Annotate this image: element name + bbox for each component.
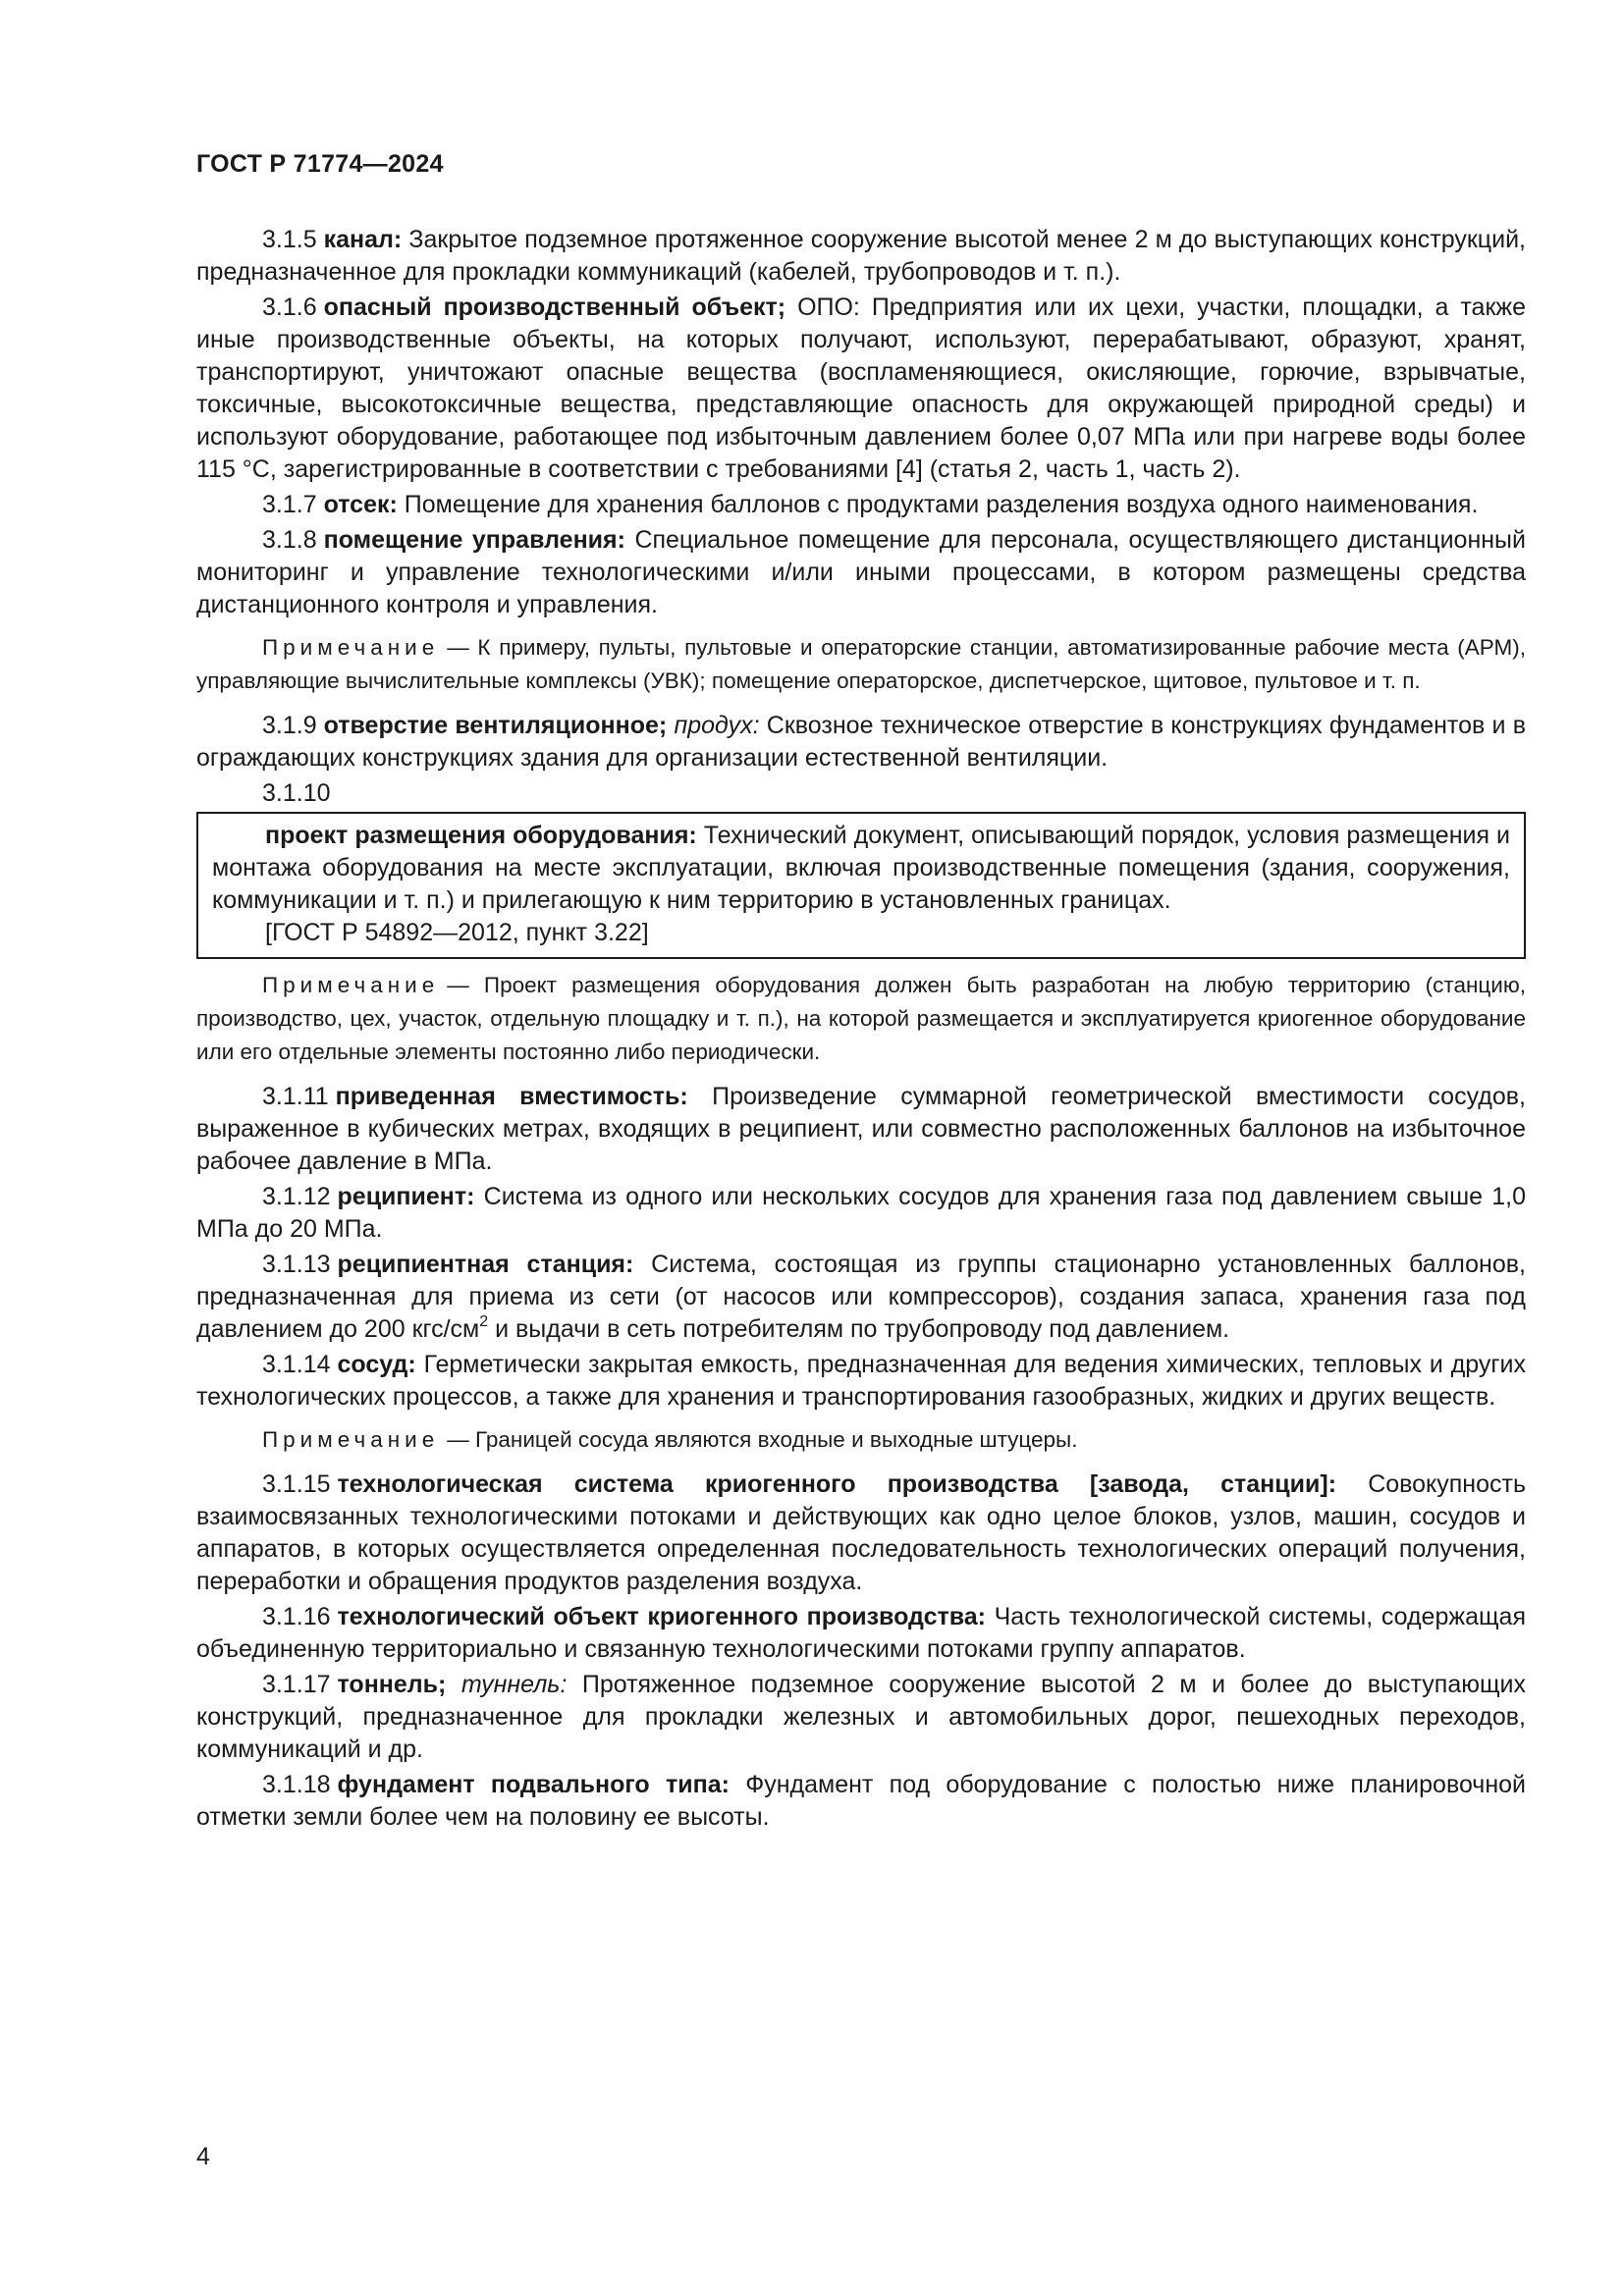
entry-number: 3.1.9 xyxy=(262,712,317,739)
entry-number: 3.1.13 xyxy=(262,1251,331,1278)
entry-definition: Технический документ, описывающий порядок, условия размещения и монтажа оборудования на месте эксплуатации, включая производственные помещения (здания, сооружения, коммуникации и т. п.) и прилегающую к ним территорию в установленных границах. xyxy=(212,822,1510,914)
entry-term: опасный производственный объект; xyxy=(323,294,786,321)
framed-definition-box xyxy=(196,812,1526,959)
entry-3-1-14 xyxy=(196,1349,1526,1414)
entry-definition-part-a: Система, состоящая из группы стационарно установленных баллонов, предназначенная для приема из сети (от насосов или компрессоров), создания запаса, хранения газа под давлением до 200 кгс/см xyxy=(196,1251,1526,1343)
entry-synonym: продух: xyxy=(674,712,760,739)
entry-term: тоннель; xyxy=(337,1671,447,1698)
entry-3-1-13 xyxy=(196,1249,1526,1346)
entry-3-1-8 xyxy=(196,524,1526,621)
entry-3-1-18 xyxy=(196,1769,1526,1834)
entry-term: отсек: xyxy=(323,491,398,518)
entry-3-1-11 xyxy=(196,1081,1526,1178)
entry-number: 3.1.8 xyxy=(262,526,317,554)
note-text: — Проект размещения оборудования должен быть разработан на любую территорию (станцию, производство, цех, участок, отдельную площадку и т. п.), на которой размещается и эксплуатируется криогенное оборудование или его отдельные элементы постоянно либо периодически. xyxy=(196,973,1526,1064)
entry-definition: Система из одного или нескольких сосудов для хранения газа под давлением свыше 1,0 МПа до 20 МПа. xyxy=(196,1183,1526,1243)
note-3-1-14 xyxy=(196,1423,1526,1457)
note-label: Примечание xyxy=(262,1427,440,1452)
entry-number: 3.1.7 xyxy=(262,491,317,518)
entry-definition: Сквозное техническое отверстие в конструкциях фундаментов и в ограждающих конструкциях здания для организации естественной вентиляции. xyxy=(196,712,1526,772)
entry-definition: Протяженное подземное сооружение высотой 2 м и более до выступающих конструкций, предназначенное для прокладки железных и автомобильных дорог, пешеходных переходов, коммуникаций и др. xyxy=(196,1671,1527,1763)
entry-term: реципиент: xyxy=(337,1183,475,1210)
entry-definition-part-b: и выдачи в сеть потребителям по трубопроводу под давлением. xyxy=(488,1315,1230,1343)
entry-term: отверстие вентиляционное; xyxy=(323,712,668,739)
entry-definition: Фундамент под оборудование с полостью ниже планировочной отметки земли более чем на половину ее высоты. xyxy=(196,1771,1526,1831)
entry-term: фундамент подвального типа: xyxy=(337,1771,730,1798)
note-label: Примечание xyxy=(262,973,440,997)
entry-number: 3.1.12 xyxy=(262,1183,331,1210)
entry-term: сосуд: xyxy=(337,1351,416,1378)
entry-3-1-10 xyxy=(212,820,1510,917)
entry-term: помещение управления: xyxy=(323,526,625,554)
entry-term: проект размещения оборудования: xyxy=(265,822,697,849)
entry-number: 3.1.11 xyxy=(262,1083,329,1110)
note-text: — Границей сосуда являются входные и выходные штуцеры. xyxy=(447,1427,1078,1452)
entry-3-1-6 xyxy=(196,292,1526,486)
entry-3-1-5 xyxy=(196,224,1526,289)
entry-number: 3.1.6 xyxy=(262,294,317,321)
entry-number: 3.1.5 xyxy=(262,226,317,253)
document-body xyxy=(196,224,1526,1837)
entry-term: канал: xyxy=(323,226,403,253)
entry-term: технологический объект криогенного производства: xyxy=(337,1603,986,1630)
entry-definition: Часть технологической системы, содержащая объединенную территориально и связанную технологическими потоками группу аппаратов. xyxy=(196,1603,1526,1663)
entry-number: 3.1.18 xyxy=(262,1771,331,1798)
entry-definition: Произведение суммарной геометрической вместимости сосудов, выраженное в кубических метрах, входящих в реципиент, или совместно расположенных баллонов на избыточное рабочее давление в МПа. xyxy=(196,1083,1526,1175)
entry-synonym: туннель: xyxy=(460,1671,568,1698)
entry-number-3-1-10: 3.1.10 xyxy=(262,779,331,807)
entry-3-1-16 xyxy=(196,1601,1526,1666)
document-header: ГОСТ Р 71774—2024 xyxy=(196,150,444,178)
entry-definition: Совокупность взаимосвязанных технологическими потоками и действующих как одно целое блоков, узлов, машин, сосудов и аппаратов, в которых осуществляется определенная последовательность технологических операций получения, переработки и обращения продуктов разделения воздуха. xyxy=(196,1470,1526,1595)
entry-3-1-7 xyxy=(196,489,1526,521)
entry-term: технологическая система криогенного производства [завода, станции]: xyxy=(337,1470,1337,1498)
entry-number: 3.1.15 xyxy=(262,1470,331,1498)
entry-definition: Закрытое подземное протяженное сооружение высотой менее 2 м до выступающих конструкций, предназначенное для прокладки коммуникаций (кабелей, трубопроводов и т. п.). xyxy=(196,226,1526,286)
entry-number: 3.1.14 xyxy=(262,1351,331,1378)
note-text: — К примеру, пульты, пультовые и операторские станции, автоматизированные рабочие места (АРМ), управляющие вычислительные комплексы (УВК); помещение операторское, диспетчерское, щитовое, пультовое и т. п. xyxy=(196,635,1526,693)
note-3-1-10 xyxy=(196,969,1526,1069)
entry-number: 3.1.16 xyxy=(262,1603,331,1630)
entry-term: приведенная вместимость: xyxy=(335,1083,688,1110)
note-label: Примечание xyxy=(262,635,440,660)
entry-number: 3.1.17 xyxy=(262,1671,331,1698)
superscript: 2 xyxy=(479,1313,489,1330)
entry-definition: Герметически закрытая емкость, предназначенная для ведения химических, тепловых и других технологических процессов, а также для хранения и транспортирования газообразных, жидких и других веществ. xyxy=(196,1351,1526,1411)
entry-3-1-9 xyxy=(196,710,1526,774)
entry-definition: Помещение для хранения баллонов с продуктами разделения воздуха одного наименования. xyxy=(404,491,1479,518)
note-3-1-8 xyxy=(196,631,1526,698)
entry-3-1-12 xyxy=(196,1181,1526,1246)
entry-definition: Специальное помещение для персонала, осуществляющего дистанционный мониторинг и управление технологическими и/или иными процессами, в котором размещены средства дистанционного контроля и управления. xyxy=(196,526,1526,618)
entry-source-reference: [ГОСТ Р 54892—2012, пункт 3.22] xyxy=(265,919,649,946)
entry-term: реципиентная станция: xyxy=(337,1251,634,1278)
entry-3-1-17 xyxy=(196,1669,1526,1766)
page-number: 4 xyxy=(196,2143,210,2170)
entry-3-1-15 xyxy=(196,1468,1526,1598)
entry-definition: ОПО: Предприятия или их цехи, участки, площадки, а также иные производственные объекты, на которых получают, используют, перерабатывают, образуют, хранят, транспортируют, уничтожают опасные вещества (воспламеняющиеся, окисляющие, горючие, взрывчатые, токсичные, высокотоксичные вещества, представляющие опасность для окружающей природной среды) и используют оборудование, работающее под избыточным давлением более 0,07 МПа или при нагреве воды более 115 °С, зарегистрированные в соответствии с требованиями [4] (статья 2, часть 1, часть 2). xyxy=(196,294,1527,483)
